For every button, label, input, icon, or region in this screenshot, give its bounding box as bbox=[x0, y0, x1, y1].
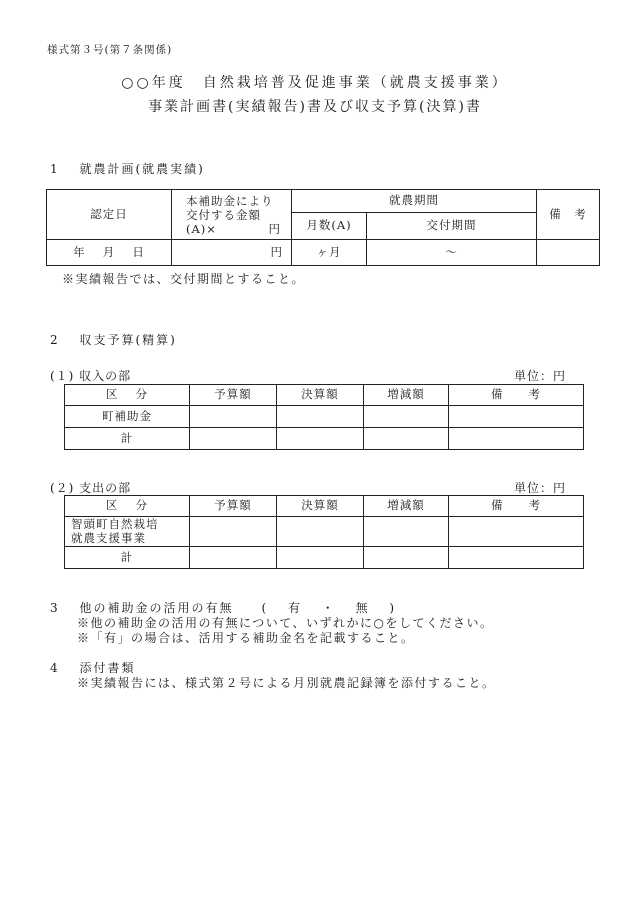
income-cell bbox=[277, 406, 364, 428]
header-amount bbox=[172, 190, 292, 240]
section4-heading: 4 添付書類 bbox=[50, 661, 136, 675]
header-period: 就農期間 bbox=[292, 190, 537, 213]
expense-row-total: 計 bbox=[65, 547, 190, 569]
farming-plan-table bbox=[46, 189, 600, 266]
header-remarks: 備 考 bbox=[537, 190, 600, 240]
income-cell bbox=[190, 406, 277, 428]
header-nintei: 認定日 bbox=[47, 190, 172, 240]
section3-note1: ※他の補助金の活用の有無について、いずれかに○をしてください。 bbox=[77, 616, 494, 630]
income-cell bbox=[364, 428, 449, 450]
income-header-change: 増減額 bbox=[364, 385, 449, 406]
expense-cell bbox=[277, 517, 364, 547]
income-header-remarks: 備 考 bbox=[449, 385, 584, 406]
header-amount-line3: (A)× bbox=[186, 221, 217, 236]
section3-note2: ※「有」の場合は、活用する補助金名を記載すること。 bbox=[77, 631, 415, 645]
expense-row-project bbox=[65, 517, 190, 547]
expense-header-change: 増減額 bbox=[364, 496, 449, 517]
expense-row-project-line2: 就農支援事業 bbox=[71, 530, 146, 545]
expense-unit: 単位：円 bbox=[514, 481, 567, 495]
table-row bbox=[65, 428, 584, 450]
income-label: (１) 収入の部 bbox=[50, 369, 132, 383]
income-cell bbox=[277, 428, 364, 450]
income-table bbox=[64, 384, 584, 450]
income-row-total: 計 bbox=[65, 428, 190, 450]
expense-cell bbox=[449, 547, 584, 569]
expense-header-budget: 予算額 bbox=[190, 496, 277, 517]
expense-header-kubun: 区 分 bbox=[65, 496, 190, 517]
table-row bbox=[65, 517, 584, 547]
expense-table bbox=[64, 495, 584, 569]
table-row bbox=[65, 406, 584, 428]
expense-cell bbox=[277, 547, 364, 569]
header-amount-line1: 本補助金により bbox=[186, 193, 274, 208]
cell-months: ヶ月 bbox=[292, 240, 367, 266]
section2-heading: 2 収支予算(精算) bbox=[50, 333, 177, 347]
expense-cell bbox=[364, 517, 449, 547]
expense-cell bbox=[190, 517, 277, 547]
income-cell bbox=[190, 428, 277, 450]
cell-period-tilde: ～ bbox=[367, 240, 537, 266]
header-amount-line2: 交付する金額 bbox=[186, 207, 261, 222]
section1-heading: 1 就農計画(就農実績) bbox=[50, 162, 205, 176]
income-cell bbox=[449, 428, 584, 450]
income-header-kubun: 区 分 bbox=[65, 385, 190, 406]
document-title-line2: 事業計画書(実績報告)書及び収支予算(決算)書 bbox=[148, 99, 482, 115]
cell-remarks bbox=[537, 240, 600, 266]
expense-row-project-line1: 智頭町自然栽培 bbox=[71, 516, 159, 531]
income-row-town-subsidy: 町補助金 bbox=[65, 406, 190, 428]
form-number: 様式第３号(第７条関係) bbox=[47, 44, 173, 56]
section1-note: ※実績報告では、交付期間とすること。 bbox=[62, 272, 306, 286]
section3-heading: 3 他の補助金の活用の有無 ( 有 ・ 無 ) bbox=[50, 601, 397, 615]
expense-cell bbox=[364, 547, 449, 569]
expense-header-remarks: 備 考 bbox=[449, 496, 584, 517]
income-unit: 単位：円 bbox=[514, 369, 567, 383]
expense-cell bbox=[190, 547, 277, 569]
income-cell bbox=[364, 406, 449, 428]
expense-cell bbox=[449, 517, 584, 547]
header-amount-yen: 円 bbox=[268, 221, 281, 236]
document-title-line1: ○○年度 自然栽培普及促進事業（就農支援事業） bbox=[121, 75, 509, 91]
cell-yen: 円 bbox=[172, 240, 292, 266]
income-header-budget: 予算額 bbox=[190, 385, 277, 406]
expense-header-settlement: 決算額 bbox=[277, 496, 364, 517]
expense-label: (２) 支出の部 bbox=[50, 481, 132, 495]
income-cell bbox=[449, 406, 584, 428]
income-header-settlement: 決算額 bbox=[277, 385, 364, 406]
header-months: 月数(A) bbox=[292, 213, 367, 240]
table-row bbox=[65, 547, 584, 569]
header-koufu: 交付期間 bbox=[367, 213, 537, 240]
cell-date: 年 月 日 bbox=[47, 240, 172, 266]
section4-note: ※実績報告には、様式第２号による月別就農記録簿を添付すること。 bbox=[77, 676, 496, 690]
